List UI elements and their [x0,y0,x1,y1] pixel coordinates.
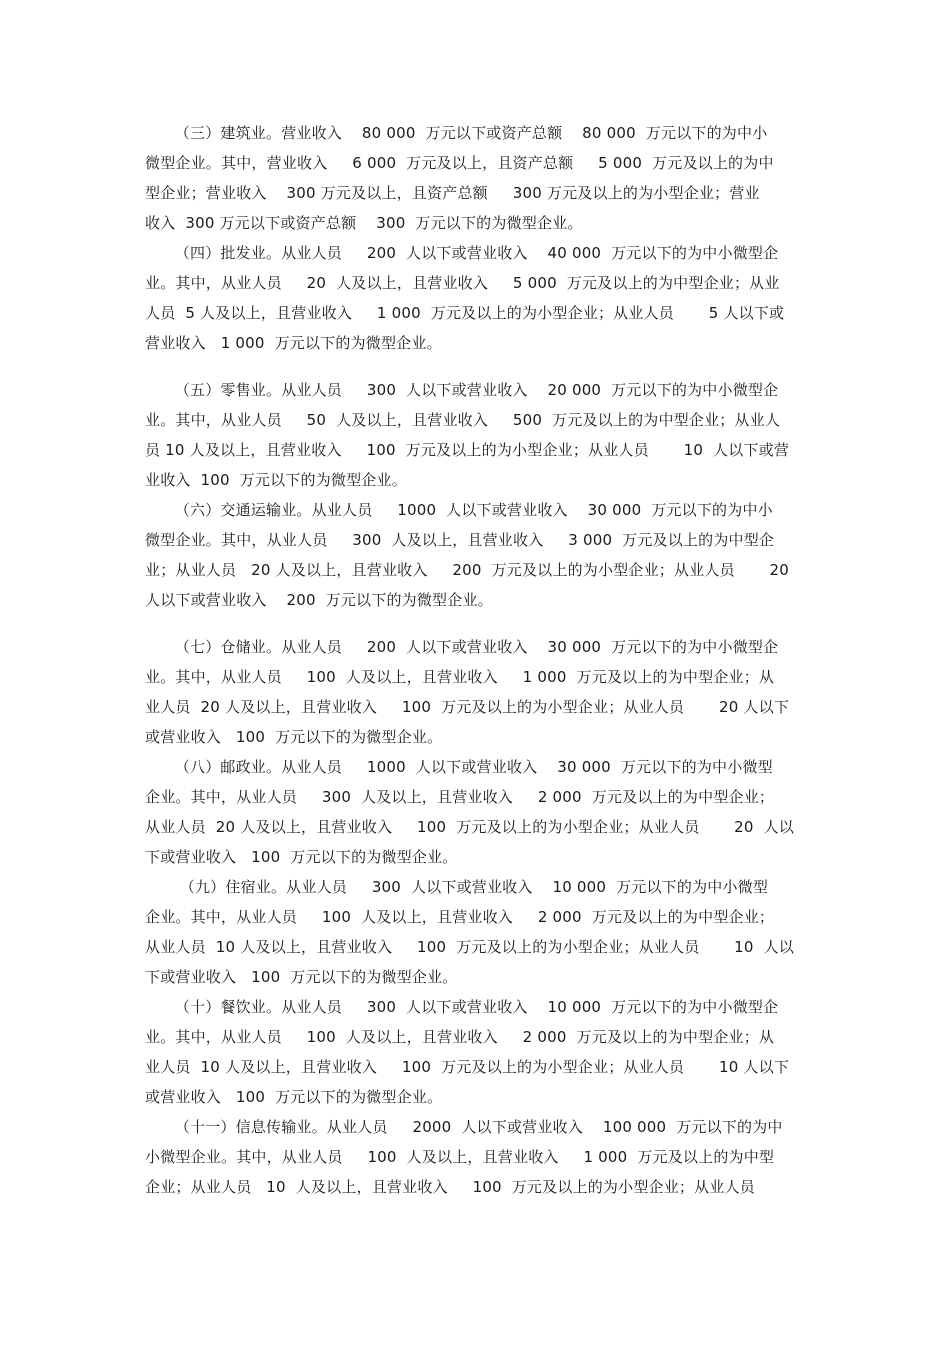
paragraph-information-transmission [145,1112,805,1202]
text-line: 人员 5 人及以上，且营业收入 1 000 万元及以上的为小型企业；从业人员 5 人以下或 [145,304,785,322]
text-line: （十一）信息传输业。从业人员 2000 人以下或营业收入 100 000 万元以下的为中 [145,1118,783,1136]
text-line: 业。其中，从业人员 50 人及以上，且营业收入 500 万元及以上的为中型企业；从业人 [145,411,781,429]
text-line: 小微型企业。其中，从业人员 100 人及以上，且营业收入 1 000 万元及以上的为中型 [145,1148,775,1166]
text-line: 业；从业人员 20 人及以上，且营业收入 200 万元及以上的为小型企业；从业人员 20 [145,561,790,579]
text-line: 微型企业。其中，营业收入 6 000 万元及以上，且资产总额 5 000 万元及以上的为中 [145,154,774,172]
paragraph-catering [145,992,805,1112]
paragraph-postal [145,752,805,872]
text-line: 营业收入 1 000 万元以下的为微型企业。 [145,334,442,352]
text-line: （六）交通运输业。从业人员 1000 人以下或营业收入 30 000 万元以下的为中小 [145,501,773,519]
text-line: 企业。其中，从业人员 100 人及以上，且营业收入 2 000 万元及以上的为中型企业； [145,908,775,926]
text-line: 从业人员 10 人及以上，且营业收入 100 万元及以上的为小型企业；从业人员 10 人以 [145,938,795,956]
paragraph-gap [145,358,805,375]
text-line: 或营业收入 100 万元以下的为微型企业。 [145,728,443,746]
paragraph-transport [145,495,805,615]
text-line: 企业。其中，从业人员 300 人及以上，且营业收入 2 000 万元及以上的为中型企业； [145,788,775,806]
text-line: （八）邮政业。从业人员 1000 人以下或营业收入 30 000 万元以下的为中小微型 [145,758,773,776]
text-line: （三）建筑业。营业收入 80 000 万元以下或资产总额 80 000 万元以下的为中小 [145,124,768,142]
text-line: 业。其中，从业人员 20 人及以上，且营业收入 5 000 万元及以上的为中型企业；从业 [145,274,780,292]
text-line: 企业；从业人员 10 人及以上，且营业收入 100 万元及以上的为小型企业；从业人员 [145,1178,755,1196]
text-line: 业。其中，从业人员 100 人及以上，且营业收入 1 000 万元及以上的为中型企业；从 [145,668,775,686]
text-line: （七）仓储业。从业人员 200 人以下或营业收入 30 000 万元以下的为中小微型企 [145,638,779,656]
text-line: （四）批发业。从业人员 200 人以下或营业收入 40 000 万元以下的为中小微型企 [145,244,779,262]
text-line: 从业人员 20 人及以上，且营业收入 100 万元及以上的为小型企业；从业人员 20 人以 [145,818,795,836]
text-line: 业。其中，从业人员 100 人及以上，且营业收入 2 000 万元及以上的为中型企业；从 [145,1028,775,1046]
text-line: （五）零售业。从业人员 300 人以下或营业收入 20 000 万元以下的为中小微型企 [145,381,779,399]
paragraph-retail [145,375,805,495]
text-line: 人以下或营业收入 200 万元以下的为微型企业。 [145,591,493,609]
document-page [145,118,805,1202]
text-line: 收入 300 万元以下或资产总额 300 万元以下的为微型企业。 [145,214,583,232]
paragraph-gap [145,615,805,632]
text-line: 微型企业。其中，从业人员 300 人及以上，且营业收入 3 000 万元及以上的为中型企 [145,531,775,549]
text-line: 业人员 10 人及以上，且营业收入 100 万元及以上的为小型企业；从业人员 10 人以下 [145,1058,790,1076]
text-line: 下或营业收入 100 万元以下的为微型企业。 [145,848,458,866]
text-line: 或营业收入 100 万元以下的为微型企业。 [145,1088,443,1106]
text-line: 下或营业收入 100 万元以下的为微型企业。 [145,968,458,986]
text-line: （九）住宿业。从业人员 300 人以下或营业收入 10 000 万元以下的为中小微型 [145,878,769,896]
text-line: 员 10 人及以上，且营业收入 100 万元及以上的为小型企业；从业人员 10 人以下或营 [145,441,790,459]
paragraph-storage [145,632,805,752]
paragraph-accommodation [145,872,805,992]
paragraph-construction [145,118,805,238]
text-line: 业人员 20 人及以上，且营业收入 100 万元及以上的为小型企业；从业人员 20 人以下 [145,698,790,716]
text-line: 业收入 100 万元以下的为微型企业。 [145,471,407,489]
text-line: 型企业；营业收入 300 万元及以上，且资产总额 300 万元及以上的为小型企业；营业 [145,184,760,202]
paragraph-wholesale [145,238,805,358]
text-line: （十）餐饮业。从业人员 300 人以下或营业收入 10 000 万元以下的为中小微型企 [145,998,779,1016]
